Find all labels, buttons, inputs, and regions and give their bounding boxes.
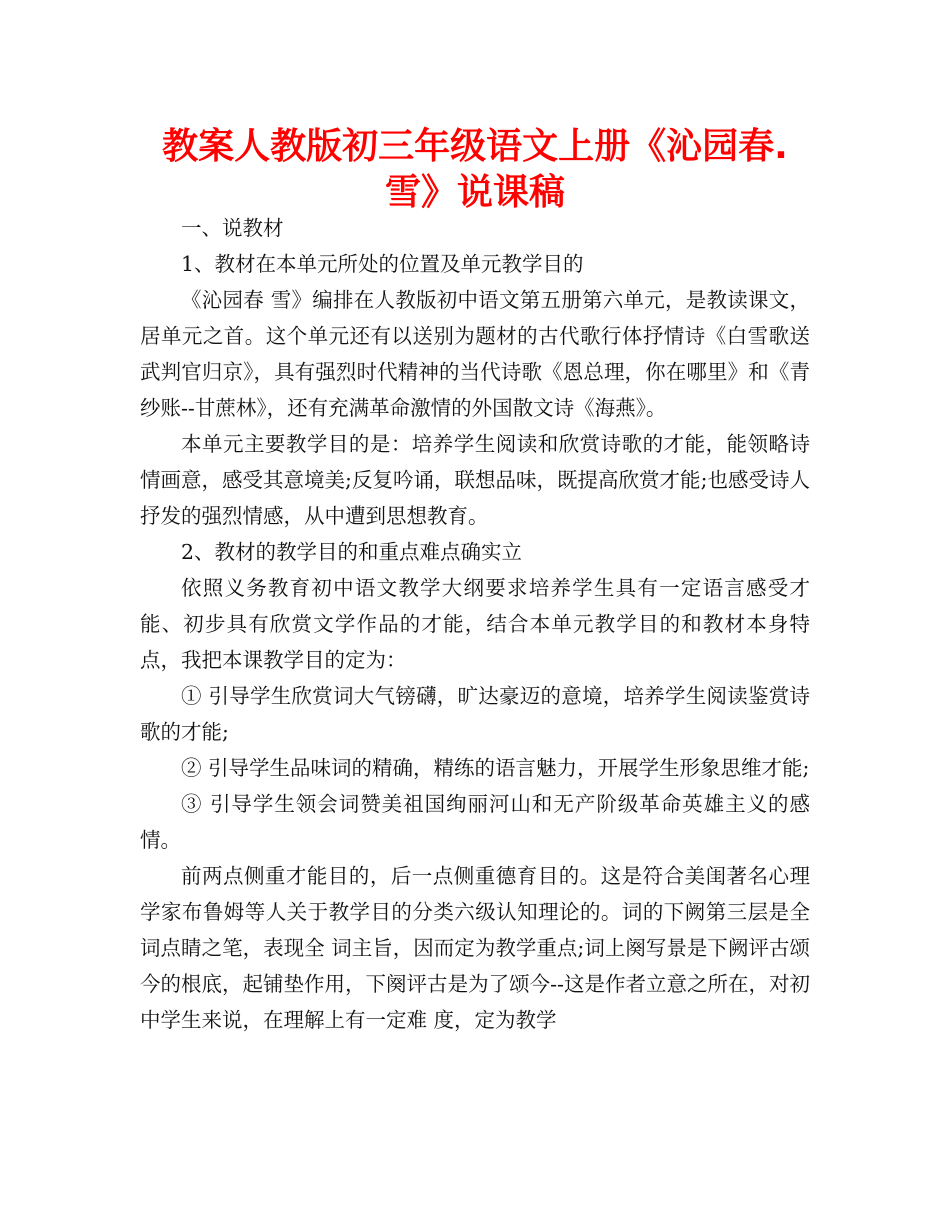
- paragraph-key-points: 前两点侧重才能目的，后一点侧重德育目的。这是符合美闺著名心理学家布鲁姆等人关于教学目的分类六级认知理论的。词的下阙第三层是全词点睛之笔，表现全 词主旨，因而定为教学重点;词上阕写景是下阙评古颂今的根底，起铺垫作用，下阕评古是为了颂今--这是作者立意之所在，对初中学生来说，在理解上有一定难 度，定为教学: [140, 864, 810, 1032]
- subheading-unit-position: 1、教材在本单元所处的位置及单元教学目的: [181, 252, 584, 276]
- paragraph-syllabus-basis: 依照义务教育初中语文教学大纲要求培养学生具有一定语言感受才能、初步具有欣赏文学作品的才能，结合本单元教学目的和教材本身特点，我把本课教学目的定为：: [140, 576, 810, 672]
- goal-item-3: ③ 引导学生领会词赞美祖国绚丽河山和无产阶级革命英雄主义的感情。: [140, 792, 810, 852]
- goal-item-1: ① 引导学生欣赏词大气镑礴，旷达豪迈的意境，培养学生阅读鉴赏诗歌的才能;: [140, 684, 810, 744]
- document-title: 教案人教版初三年级语文上册《沁园春.雪》说课稿: [162, 126, 788, 213]
- paragraph-unit-goals: 本单元主要教学目的是：培养学生阅读和欣赏诗歌的才能，能领略诗情画意，感受其意境美;反复吟诵，联想品味，既提高欣赏才能;也感受诗人抒发的强烈情感，从中遭到思想教育。: [140, 432, 810, 528]
- subheading-teaching-goals: 2、教材的教学目的和重点难点确实立: [181, 540, 523, 564]
- paragraph-unit-contents: 《沁园春 雪》编排在人教版初中语文第五册第六单元，是教读课文，居单元之首。这个单元还有以送别为题材的古代歌行体抒情诗《白雪歌送武判官归京》，具有强烈时代精神的当代诗歌《恩总理，你在哪里》和《青纱账--甘蔗林》，还有充满革命激情的外国散文诗《海燕》。: [140, 288, 810, 420]
- document-body: [140, 210, 810, 1038]
- section-heading-textbook: 一、说教材: [181, 216, 284, 240]
- goal-item-2: ② 引导学生品味词的精确，精练的语言魅力，开展学生形象思维才能;: [181, 756, 810, 780]
